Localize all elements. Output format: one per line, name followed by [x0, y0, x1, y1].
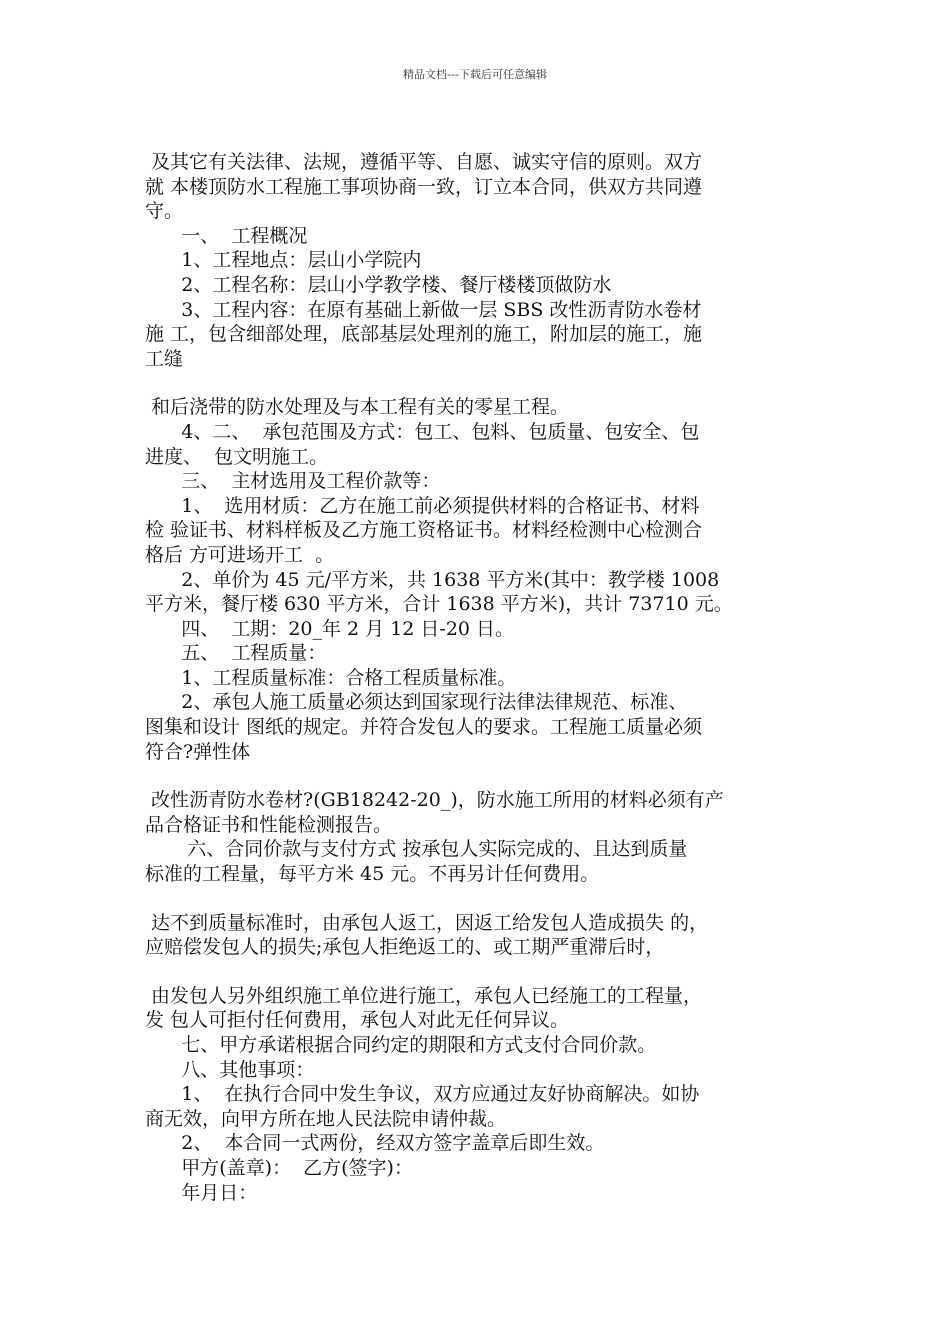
paragraph-spacer [145, 887, 815, 911]
text-line: 1、工程地点：层山小学院内 [145, 249, 422, 272]
text-line: 三、 主材选用及工程价款等： [145, 470, 441, 493]
text-line: 就 本楼顶防水工程施工事项协商一致，订立本合同，供双方共同遵 [145, 175, 703, 198]
text-line: 检 验证书、材料样板及乙方施工资格证书。材料经检测中心检测合 [145, 519, 703, 542]
paragraph [145, 690, 815, 764]
text-line: 工缝 [145, 347, 184, 370]
text-line: 守。 [145, 200, 184, 223]
text-line: 甲方(盖章)： 乙方(签字)： [145, 1156, 413, 1179]
text-line: 1、 在执行合同中发生争议，双方应通过友好协商解决。如协 [145, 1083, 700, 1106]
text-line: 图集和设计 图纸的规定。并符合发包人的要求。工程施工质量必须 [145, 716, 703, 739]
text-line: 2、单价为 45 元/平方米，共 1638 平方米(其中：教学楼 1008 [145, 568, 720, 591]
text-line: 应赔偿发包人的损失;承包人拒绝返工的、或工期严重滞后时， [145, 936, 665, 959]
text-line: 五、 工程质量： [145, 642, 327, 665]
text-line: 由发包人另外组织施工单位进行施工，承包人已经施工的工程量， [145, 984, 703, 1007]
paragraph [145, 420, 815, 469]
paragraph [145, 568, 815, 617]
text-line: 2、承包人施工质量必须达到国家现行法律法律规范、标准、 [145, 691, 688, 714]
paragraph [145, 469, 815, 494]
paragraph [145, 1156, 815, 1181]
text-line: 1、 选用材质：乙方在施工前必须提供材料的合格证书、材料 [145, 494, 700, 517]
text-line: 2、 本合同一式两份，经双方签字盖章后即生效。 [145, 1132, 605, 1155]
paragraph [145, 911, 815, 960]
text-line: 进度、 包文明施工。 [145, 445, 329, 468]
paragraph-spacer [145, 371, 815, 395]
paragraph [145, 1181, 815, 1206]
paragraph [145, 224, 815, 249]
paragraph [145, 1058, 815, 1083]
paragraph [145, 298, 815, 372]
text-line: 4、二、 承包范围及方式：包工、包料、包质量、包安全、包 [145, 420, 700, 443]
text-line: 1、工程质量标准：合格工程质量标准。 [145, 666, 517, 689]
page-header: 精品文档---下载后可任意编辑 [403, 68, 547, 81]
text-line: 达不到质量标准时，由承包人返工，因返工给发包人造成损失 的， [145, 911, 709, 934]
paragraph [145, 641, 815, 666]
text-line: 格后 方可进场开工 。 [145, 543, 335, 566]
text-line: 品合格证书和性能检测报告。 [145, 813, 393, 836]
paragraph [145, 666, 815, 691]
text-line: 发 包人可拒付任何费用，承包人对此无任何异议。 [145, 1009, 570, 1032]
text-line: 八、其他事项： [145, 1058, 315, 1081]
text-line: 改性沥青防水卷材?(GB18242-20_)，防水施工所用的材料必须有产 [145, 789, 724, 812]
paragraph [145, 617, 815, 642]
paragraph [145, 248, 815, 273]
text-line: 符合?弹性体 [145, 740, 251, 763]
paragraph [145, 837, 815, 886]
paragraph [145, 273, 815, 298]
paragraph [145, 788, 815, 837]
text-line: 及其它有关法律、法规，遵循平等、自愿、诚实守信的原则。双方 [145, 151, 703, 173]
paragraph [145, 494, 815, 568]
text-line: 3、工程内容：在原有基础上新做一层 SBS 改性沥青防水卷材 [145, 298, 702, 321]
paragraph-spacer [145, 960, 815, 984]
text-line: 施 工，包含细部处理，底部基层处理剂的施工，附加层的施工，施 [145, 323, 703, 346]
text-line: 2、工程名称：层山小学教学楼、餐厅楼楼顶做防水 [145, 273, 612, 296]
paragraph [145, 150, 815, 224]
paragraph [145, 1082, 815, 1131]
text-line: 和后浇带的防水处理及与本工程有关的零星工程。 [145, 396, 570, 419]
text-line: 一、 工程概况 [145, 224, 308, 247]
paragraph [145, 1131, 815, 1156]
paragraph [145, 984, 815, 1033]
document-body [145, 150, 815, 1205]
paragraph [145, 1033, 815, 1058]
text-line: 六、合同价款与支付方式 按承包人实际完成的、且达到质量 [145, 838, 688, 861]
text-line: 七、甲方承诺根据合同约定的期限和方式支付合同价款。 [145, 1034, 657, 1056]
text-line: 商无效，向甲方所在地人民法院申请仲裁。 [145, 1107, 507, 1130]
paragraph [145, 395, 815, 420]
text-line: 标准的工程量，每平方米 45 元。不再另计任何费用。 [145, 863, 600, 886]
paragraph-spacer [145, 764, 815, 788]
text-line: 平方米，餐厅楼 630 平方米，合计 1638 平方米)，共计 73710 元。 [145, 593, 733, 616]
text-line: 四、 工期：20_年 2 月 12 日-20 日。 [145, 617, 515, 640]
text-line: 年月日： [145, 1181, 258, 1204]
